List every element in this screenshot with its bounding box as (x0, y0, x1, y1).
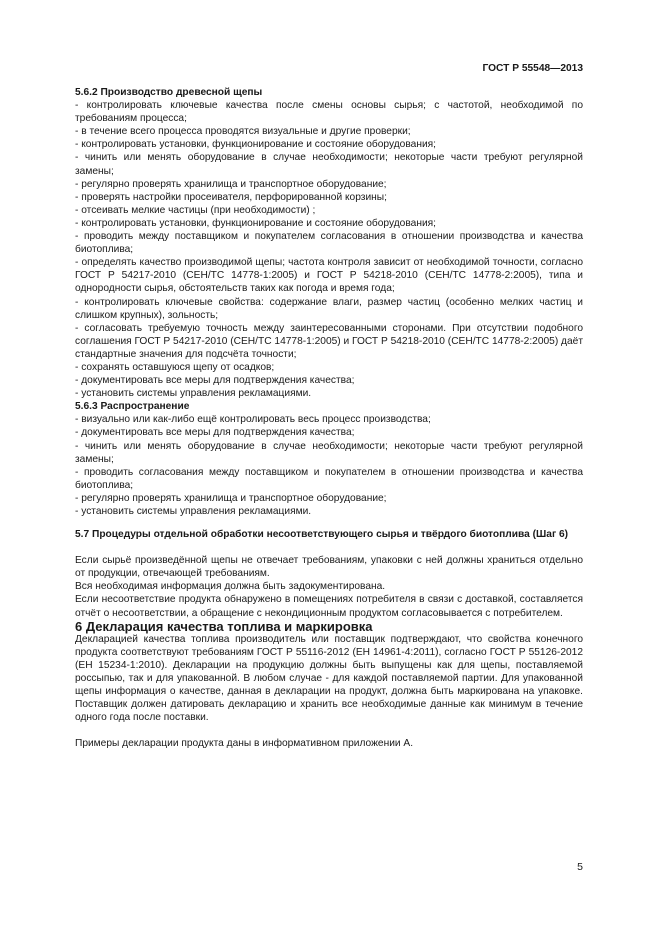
list-item: - контролировать установки, функционирование и состояние оборудования; (75, 139, 436, 151)
page-number: 5 (577, 861, 583, 873)
paragraph: Примеры декларации продукта даны в информативном приложении А. (75, 738, 414, 750)
section-heading-5-6-3: 5.6.3 Распространение (75, 401, 190, 413)
section-heading-6: 6 Декларация качества топлива и маркировка (75, 618, 373, 634)
list-item: - регулярно проверять хранилища и транспортное оборудование; (75, 178, 387, 190)
list-item: - согласовать требуемую точность между заинтересованными сторонами. При отсутствии подобного соглашения ГОСТ Р 54217-2010 (CEH/TC 14778-1:2005) и ГОСТ Р 54218-2010 (CEH/TC 14778-2:2005) даёт стандартные значения для подсчёта точности; (75, 322, 583, 360)
list-item: - сохранять оставшуюся щепу от осадков; (75, 361, 275, 373)
list-item: - в течение всего процесса проводятся визуальные и другие проверки; (75, 126, 411, 138)
section-heading-5-6-2: 5.6.2 Производство древесной щепы (75, 87, 263, 98)
list-item: - отсеивать мелкие частицы (при необходимости) ; (75, 204, 316, 216)
list-item: - проводить между поставщиком и покупателем согласования в отношении производства и качества биотоплива; (75, 231, 583, 256)
section-5-6-2-list (75, 99, 583, 400)
list-item: - чинить или менять оборудование в случае необходимости; некоторые части требуют регулярной замены; (75, 440, 583, 465)
list-item: - визуально или как-либо ещё контролировать весь процесс производства; (75, 414, 431, 426)
list-item: - контролировать ключевые свойства: содержание влаги, размер частиц (особенно мелких частиц и слишком крупных), зольность; (75, 296, 583, 321)
list-item: - установить системы управления рекламациями. (75, 388, 312, 400)
list-item: - документировать все меры для подтверждения качества; (75, 427, 355, 439)
list-item: - проверять настройки просеивателя, перфорированной корзины; (75, 191, 387, 203)
list-item: - контролировать установки, функционирование и состояние оборудования; (75, 217, 436, 229)
paragraph: Вся необходимая информация должна быть задокументирована. (75, 581, 386, 593)
section-5-6-3-list (75, 413, 583, 518)
list-item: - чинить или менять оборудование в случае необходимости; некоторые части требуют регулярной замены; (75, 152, 583, 177)
standard-header: ГОСТ Р 55548—2013 (482, 63, 583, 74)
paragraph: Если несоответствие продукта обнаружено в помещениях потребителя в связи с доставкой, составляется отчёт о несоответствии, а обращение с некондиционным продуктом согласовывается с потребителем. (75, 594, 583, 619)
section-heading-5-7: 5.7 Процедуры отдельной обработки несоответствующего сырья и твёрдого биотоплива (Шаг 6) (75, 529, 569, 541)
list-item: - установить системы управления рекламациями. (75, 506, 312, 517)
list-item: - контролировать ключевые качества после смены основы сырья; с частотой, необходимой по требованиям процесса; (75, 100, 583, 125)
list-item: - документировать все меры для подтверждения качества; (75, 375, 355, 387)
list-item: - проводить согласования между поставщиком и покупателем в отношении производства и качества биотоплива; (75, 466, 583, 491)
list-item: - регулярно проверять хранилища и транспортное оборудование; (75, 492, 387, 504)
list-item: - определять качество производимой щепы; частота контроля зависит от необходимой точности, согласно ГОСТ Р 54217-2010 (CEH/TC 14778-1:2005) и ГОСТ Р 54218-2010 (CEH/TC 14778-2:2005), типа и однородности сырья, обстоятельств таких как погода и время года; (75, 257, 583, 295)
paragraph: Декларацией качества топлива производитель или поставщик подтверждают, что свойства конечного продукта соответствуют требованиям ГОСТ Р 55116-2012 (ЕН 14961-4:2011), согласно ГОСТ Р 55126-2012 (ЕН 15234-1:2010). Декларации на продукцию должны быть выпущены как для щепы, поставляемой россыпью, так и для упакованной. В любом случае - для каждой поставляемой партии. Для упакованной щепы информация о качестве, данная в декларации на продукт, должна быть маркирована на упаковке. Поставщик должен датировать декларацию и хранить все необходимые данные как минимум в течение одного года после поставки. (75, 633, 583, 724)
page-content (75, 86, 583, 751)
paragraph: Если сырьё произведённой щепы не отвечает требованиям, упаковки с ней должны храниться отдельно от продукции, отвечающей требованиям. (75, 555, 583, 580)
